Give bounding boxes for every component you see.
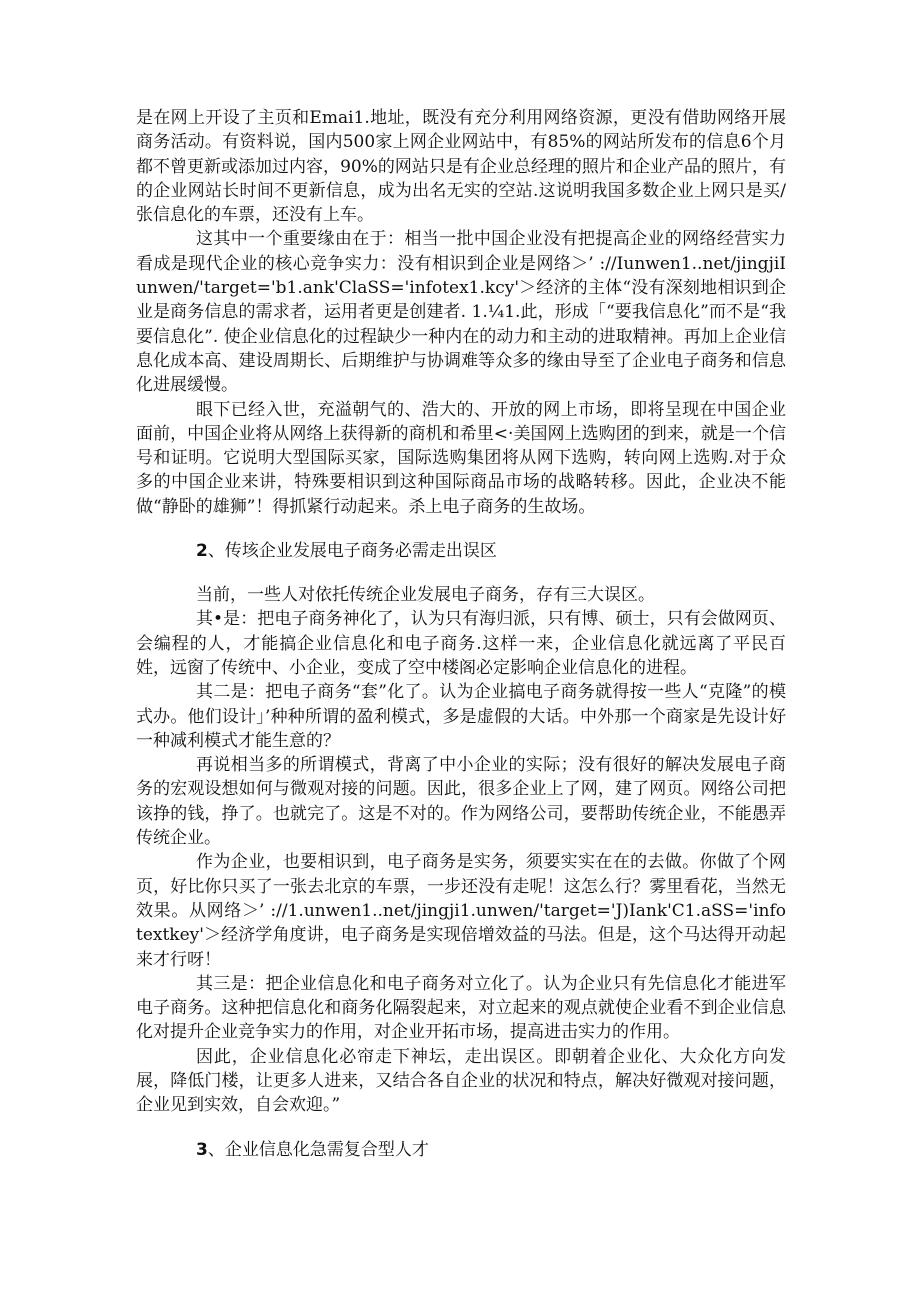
- paragraph-core-reason: 这其中一个重要缘由在于：相当一批中国企业没有把提高企业的网络经营实力看成是现代企业的核心竞争实力：没有相识到企业是网络＞’ ://Iunwen1..net/jingjiIunwen/'target='b1.ank'ClaSS='infotex1.kcy'＞经济的主体“没有深刻地相识到企业是商务信息的需求者，运用者更是创建者. 1.¼1.此，形成「“要我信息化”而不是“我要信息化”. 使企业信息化的过程缺少一种内在的动力和主动的进取精神。再加上企业信息化成本高、建设周期长、后期维护与协调难等众多的缘由导至了企业电子商务和信息化进展缓慢。: [136, 229, 786, 396]
- paragraph-wto-market: 眼下已经入世，充溢朝气的、浩大的、开放的网上市场，即将呈现在中国企业面前，中国企业将从网络上获得新的商机和希里<·美国网上选购团的到来，就是一个信号和证明。它说明大型国际买家，国际选购集团将从网下选购，转向网上选购.对于众多的中国企业来讲，特殊要相识到这种国际商品市场的战略转移。因此，企业决不能做“静卧的雄狮”！得抓紧行动起来。杀上电子商务的生故场。: [136, 399, 786, 517]
- paragraph-continuation: 是在网上开设了主页和Emai1.地址，既没有充分利用网络资源，更没有借助网络开展商务活动。有资料说，国内500家上网企业网站中，有85%的网站所发布的信息6个月都不曾更新或添加过内容，90%的网站只是有企业总经理的照片和企业产品的照片，有的企业网站长时间不更新信息，成为出名无实的空站.这说明我国多数企业上网只是买/张信息化的车票，还没有上车。: [136, 108, 786, 226]
- document-page: [136, 106, 786, 1162]
- paragraph-misconception-one: 其•是：把电子商务神化了，认为只有海归派，只有博、硕士，只有会做网页、会编程的人，才能搞企业信息化和电子商务.这样一来，企业信息化就远离了平民百姓，远窗了传统中、小企业，变成了空中楼阁必定影响企业信息化的进程。: [136, 609, 786, 678]
- section-title: 、企业信息化急需复合型人才: [207, 1139, 429, 1160]
- paragraph-misconceptions-intro: 当前，一些人对依托传统企业发展电子商务，存有三大误区。: [196, 585, 655, 606]
- paragraph-misconception-two: 其二是：把电子商务“套”化了。认为企业搞电子商务就得按一些人“克隆”的模式办。他们设计」’种种所谓的盈利模式，多是虚假的大话。中外那一个商家是先设计好一种减利模式才能生意的？: [136, 682, 786, 751]
- paragraph-models-critique: 再说相当多的所谓模式，背离了中小企业的实际；没有很好的解决发展电子商务的宏观设想如何与微观对接的问题。因此，很多企业上了网，建了网页。网络公司把该挣的钱，挣了。也就完了。这是不对的。作为网络公司，要帮助传统企业，不能愚弄传统企业。: [136, 755, 786, 849]
- paragraph-enterprise-practice: 作为企业，也要相识到，电子商务是实务，须要实实在在的去做。你做了个网页，好比你只买了一张去北京的车票，一步还没有走呢！这怎么行？雾里看花，当然无效果。从网络＞’ ://1.unwen1..net/jingji1.unwen/'target='J)Iank'C1.aSS='infotextkey'＞经济学角度讲，电子商务是实现倍增效益的马法。但是，这个马达得开动起来才行呀！: [136, 852, 786, 970]
- paragraph-conclusion: 因此，企业信息化必帘走下神坛，走出误区。即朝着企业化、大众化方向发展，降低门楼，让更多人进来，又结合各自企业的状况和特点，解决好微观对接问题，企业见到实效，自会欢迎。”: [136, 1046, 786, 1116]
- section-heading-2: [136, 539, 786, 563]
- section-heading-3: [136, 1138, 786, 1162]
- paragraph-misconception-three: 其三是：把企业信息化和电子商务对立化了。认为企业只有先信息化才能进军电子商务。这种把信息化和商务化隔裂起来，对立起来的观点就使企业看不到企业信息化对提升企业竞争实力的作用，对企业开拓市场，提高进击实力的作用。: [136, 973, 786, 1043]
- section-title: 、传垓企业发展电子商务必需走出误区: [207, 541, 497, 562]
- section-number: 2: [196, 541, 208, 562]
- section-number: 3: [196, 1139, 208, 1160]
